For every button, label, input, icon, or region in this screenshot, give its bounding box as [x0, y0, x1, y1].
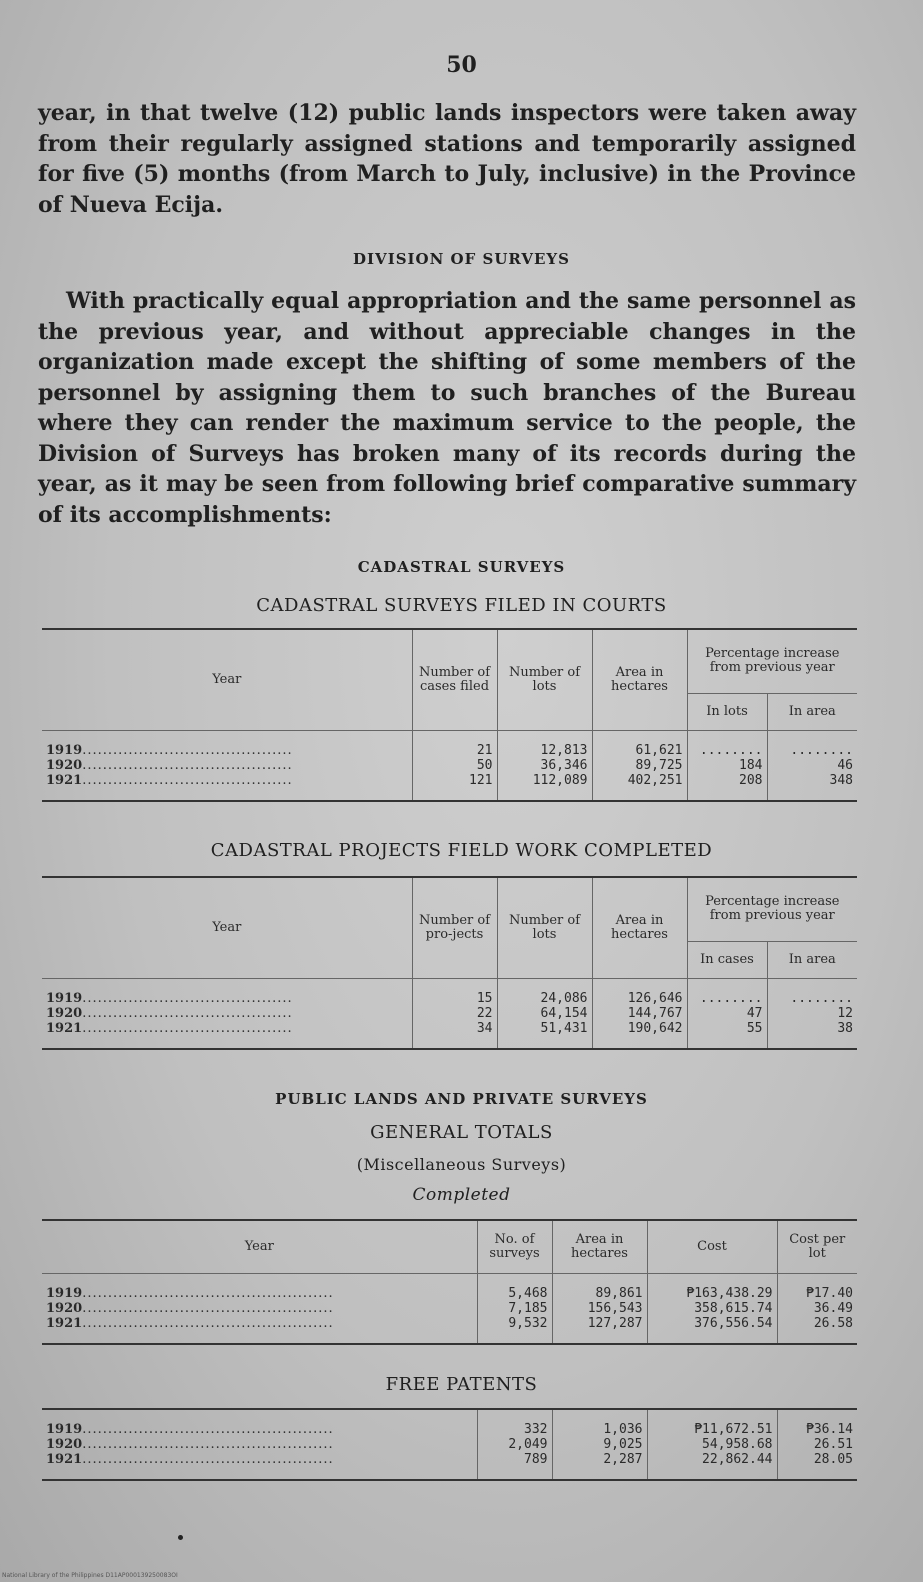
cadastral-projects-table [42, 876, 857, 1050]
ink-dot [178, 1535, 183, 1540]
header-year: Year [42, 877, 412, 979]
table-row: 1921................................................. 9,532 127,287 376,556.54 26.58 [42, 1316, 857, 1344]
free-patents-table [42, 1408, 857, 1481]
header-area: Area in hectares [552, 1220, 647, 1274]
misc-surveys-caption: (Miscellaneous Surveys) [356, 1155, 567, 1174]
header-surveys: No. of surveys [477, 1220, 552, 1274]
cadastral-heading: CADASTRAL SURVEYS [357, 558, 566, 576]
header-percentage: Percentage increase from previous year [687, 629, 857, 693]
header-area: Area in hectares [592, 629, 687, 731]
table-row: 1921......................................... 34 51,431 190,642 55 38 [42, 1021, 857, 1049]
header-projects: Number of pro-jects [412, 877, 497, 979]
header-in-lots: In lots [687, 693, 767, 730]
general-totals-table [42, 1219, 857, 1345]
table-row: 1920................................................. 7,185 156,543 358,615.74 36.49 [42, 1301, 857, 1316]
header-in-area: In area [767, 693, 857, 730]
completed-caption: Completed [412, 1185, 511, 1205]
header-year: Year [42, 1220, 477, 1274]
table-row: 1920......................................... 50 36,346 89,725 184 46 [42, 758, 857, 773]
header-year: Year [42, 629, 412, 731]
table-row: 1919................................................. 332 1,036 ₱11,672.51 ₱36.14 [42, 1409, 857, 1437]
table-row: 1920......................................... 22 64,154 144,767 47 12 [42, 1006, 857, 1021]
paragraph-2: With practically equal appropriation and the same personnel as the previous year, and without appreciable changes in the organization made except the shifting of some members of the personnel by assigning them to such branches of the Bureau where they can render the maximum service to the people, the Division of Surveys has broken many of its records during the year, as it may be seen from following brief comparative summary of its accomplishments: [38, 288, 856, 528]
table-row: 1921......................................... 121 112,089 402,251 208 348 [42, 773, 857, 801]
header-percentage: Percentage increase from previous year [687, 877, 857, 941]
table2-caption: CADASTRAL PROJECTS FIELD WORK COMPLETED [210, 840, 713, 861]
table-row: 1921................................................. 789 2,287 22,862.44 28.05 [42, 1452, 857, 1480]
cadastral-filed-table [42, 628, 857, 802]
header-cases-filed: Number of cases filed [412, 629, 497, 731]
table1-caption: CADASTRAL SURVEYS FILED IN COURTS [256, 595, 667, 616]
general-totals-caption: GENERAL TOTALS [370, 1122, 553, 1143]
paragraph-1: year, in that twelve (12) public lands inspectors were taken away from their regularly assigned stations and temporarily assigned for five (5) months (from March to July, inclusive) in the Province of Nueva Ecija. [38, 100, 856, 218]
table-row: 1920................................................. 2,049 9,025 54,958.68 26.51 [42, 1437, 857, 1452]
free-patents-caption: FREE PATENTS [385, 1374, 538, 1395]
header-lots: Number of lots [497, 877, 592, 979]
table-row: 1919......................................... 21 12,813 61,621 ........ ........ [42, 731, 857, 759]
header-cost: Cost [647, 1220, 777, 1274]
header-area: Area in hectares [592, 877, 687, 979]
header-in-cases: In cases [687, 941, 767, 978]
table-row: 1919................................................. 5,468 89,861 ₱163,438.29 ₱17.40 [42, 1274, 857, 1302]
scan-footer: National Library of the Philippines D11AP000139250083OI [2, 1572, 178, 1579]
public-lands-heading: PUBLIC LANDS AND PRIVATE SURVEYS [275, 1090, 648, 1108]
table-row: 1919......................................... 15 24,086 126,646 ........ ........ [42, 979, 857, 1007]
page-number: 50 [446, 52, 477, 78]
header-lots: Number of lots [497, 629, 592, 731]
header-in-area: In area [767, 941, 857, 978]
header-cost-per-lot: Cost per lot [777, 1220, 857, 1274]
division-heading: DIVISION OF SURVEYS [353, 250, 570, 268]
